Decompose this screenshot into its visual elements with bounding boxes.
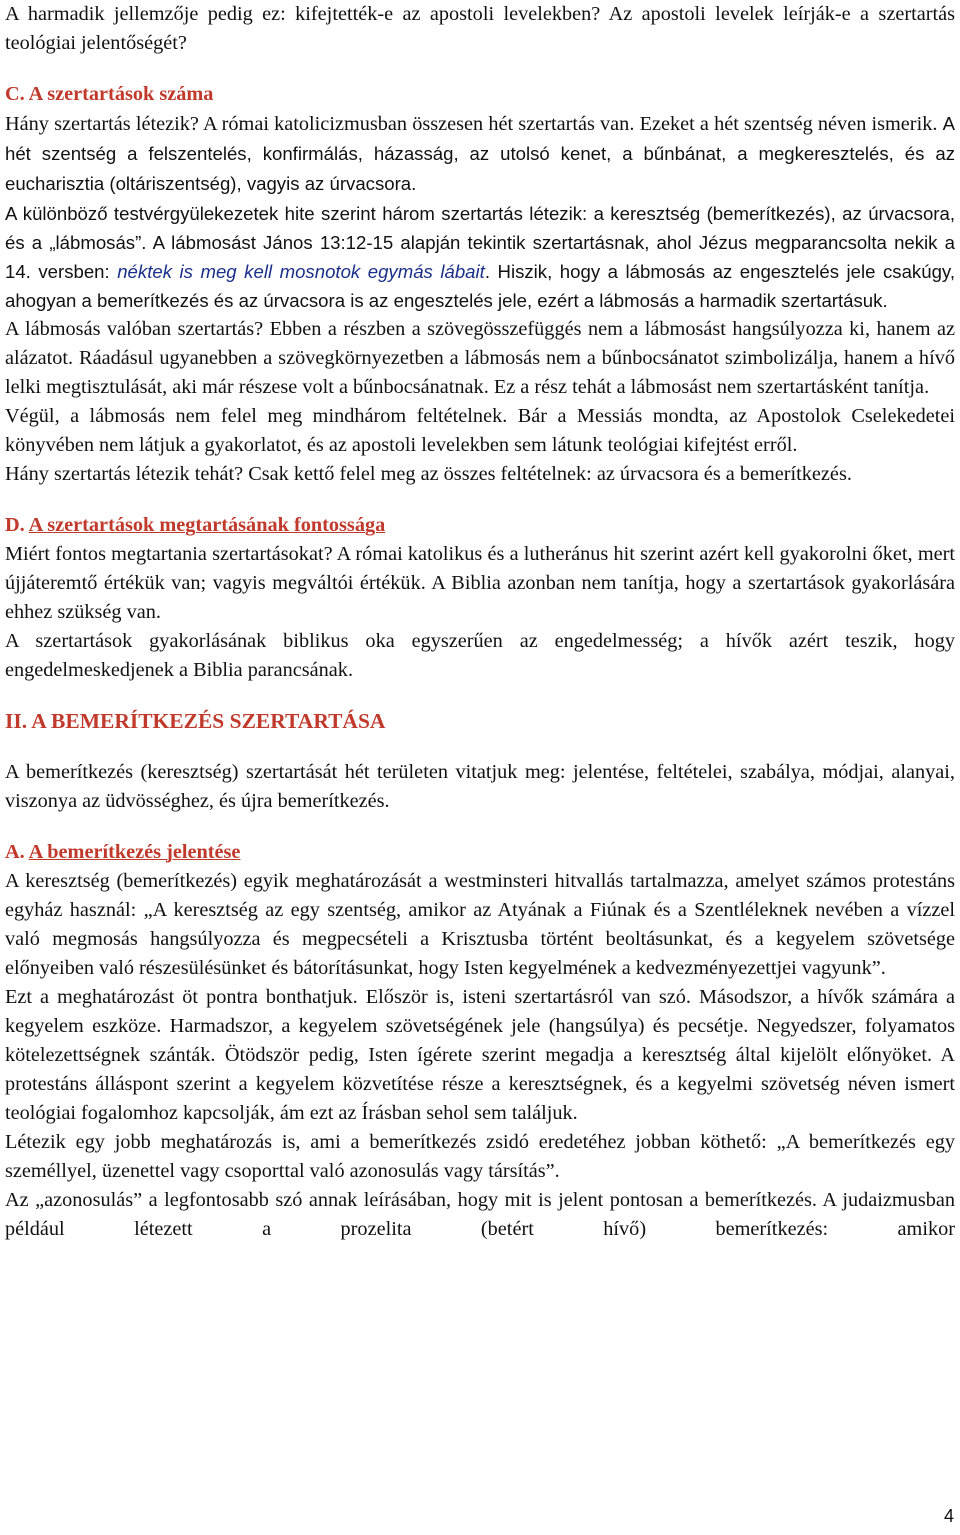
paragraph-conclusion: Hány szertartás létezik tehát? Csak kettő felel meg az összes feltételnek: az úrvacsora és a bemerítkezés.: [5, 463, 852, 485]
section-prefix: D.: [5, 514, 29, 536]
paragraph-better-definition: Létezik egy jobb meghatározás is, ami a bemerítkezés zsidó eredetéhez jobban köthető: „A bemerítkezés egy személlyel, üzenettel vagy csoporttal való azonosulás vagy társítás”.: [5, 1131, 955, 1182]
paragraph-westminster: A keresztség (bemerítkezés) egyik meghatározását a westminsteri hitvallás tartalmazza, amelyet számos protestáns egyház használ: „A keresztség az egy szentség, amikor az Atyának a Fiúnak és a Szentléleknek nevében a vízzel való megmosás hangsúlyozza és megpecsételi a Krisztusba történt beoltásunkat, és a kegyelem szövetsége előnyeiben való részesülésünket és bátorításunkat, hogy Isten kegyelmének a kedvezményezettjei vagyunk”.: [5, 870, 955, 979]
paragraph-conditions: Végül, a lábmosás nem felel meg mindhárom feltételnek. Bár a Messiás mondta, az Apostolok Cselekedetei könyvében nem látjuk a gyakorlatot, és az apostoli levelekben sem látunk teológiai kifejtést erről.: [5, 405, 955, 456]
paragraph-footwashing: [5, 199, 955, 315]
text-segment-sans: A hét szentség a felszentelés, konfirmálás, házasság, az utolsó kenet, a bűnbánat, a megkeresztelés, és az eucharisztia (oltáriszentség), vagyis az úrvacsora.: [5, 113, 955, 194]
paragraph-five-points: Ezt a meghatározást öt pontra bonthatjuk. Először is, isteni szertartásról van szó. Másodszor, a hívők számára a kegyelem eszköze. Harmadszor, a kegyelem szövetségének jele (hangsúlya) és pecsétje. Negyedszer, folyamatos kötelezettségnek szánták. Ötödször pedig, Isten ígérete szerint megadja a keresztség által kijelölt előnyöket. A protestáns álláspont szerint a kegyelem közvetítése része a keresztségnek, és a kegyelmi szövetség néven ismert teológiai fogalomhoz kapcsolják, ám ezt az Írásban sehol sem találjuk.: [5, 986, 955, 1124]
scripture-quote: néktek is meg kell mosnotok egymás lábait: [117, 261, 485, 282]
paragraph-sacrament-count: [5, 109, 955, 199]
section-a-heading: [5, 838, 955, 867]
paragraph-footwashing-question: A lábmosás valóban szertartás? Ebben a részben a szövegösszefüggés nem a lábmosást hangsúlyozza ki, hanem az alázatot. Ráadásul ugyanebben a szövegkörnyezetben a lábmosás nem a bűnbocsánatot szimbolizálja, hanem a hívő lelki megtisztulását, aki már részese volt a bűnbocsánatnak. Ez a rész tehát a lábmosást nem szertartásként tanítja.: [5, 318, 955, 398]
section-title: A szertartások megtartásának fontossága: [28, 514, 386, 536]
text-segment: . Hiszik, hogy a lábmosás az engesztelés jele csakúgy, ahogyan a bemerítkezés és az úrvacsora is az engesztelés jele, ezért a lábmosás a harmadik szertartásuk.: [5, 261, 955, 311]
paragraph-importance: Miért fontos megtartania szertartásokat? A római katolikus és a lutheránus hit szerint azért kell gyakorolni őket, mert újjáteremtő értékük van; vagyis megváltói értékük. A Biblia azonban nem tanítja, hogy a szertartások gyakorlására ehhez szükség van.: [5, 543, 955, 623]
section-d-heading: [5, 511, 955, 540]
text-segment: Hány szertartás létezik? A római katolicizmusban összesen hét szertartás van. Ezeket a hét szentség néven ismerik.: [5, 113, 943, 135]
section-title: A bemerítkezés jelentése: [28, 841, 241, 863]
page-number: 4: [943, 1506, 954, 1526]
intro-paragraph: A harmadik jellemzője pedig ez: kifejtették-e az apostoli levelekben? Az apostoli levelek leírják-e a szertartás teológiai jelentőségét?: [5, 3, 955, 54]
text-segment: A különböző testvérgyülekezetek hite szerint három szertartás létezik: a keresztség (bemerítkezés), az úrvacsora, és a „lábmosás”. A lábmosást János 13:12-15 alapján tekintik szertartásnak, ahol Jézus megparancsolta nekik a 14. versben:: [5, 203, 955, 282]
section-prefix: A.: [5, 841, 29, 863]
document-page: [5, 0, 955, 1273]
paragraph-obedience: A szertartások gyakorlásának biblikus oka egyszerűen az engedelmesség; a hívők azért teszik, hogy engedelmeskedjenek a Biblia parancsának.: [5, 630, 955, 681]
paragraph-identification: Az „azonosulás” a legfontosabb szó annak leírásában, hogy mit is jelent pontosan a bemerítkezés. A judaizmusban például létezett a prozelita (betért hívő) bemerítkezés: amikor: [5, 1189, 955, 1240]
section-c-heading: C. A szertartások száma: [5, 83, 214, 105]
paragraph-baptism-overview: A bemerítkezés (keresztség) szertartását hét területen vitatjuk meg: jelentése, feltételei, szabálya, módjai, alanyai, viszonya az üdvösséghez, és újra bemerítkezés.: [5, 761, 955, 812]
chapter-ii-heading: II. A BEMERÍTKEZÉS SZERTARTÁSA: [5, 709, 386, 733]
